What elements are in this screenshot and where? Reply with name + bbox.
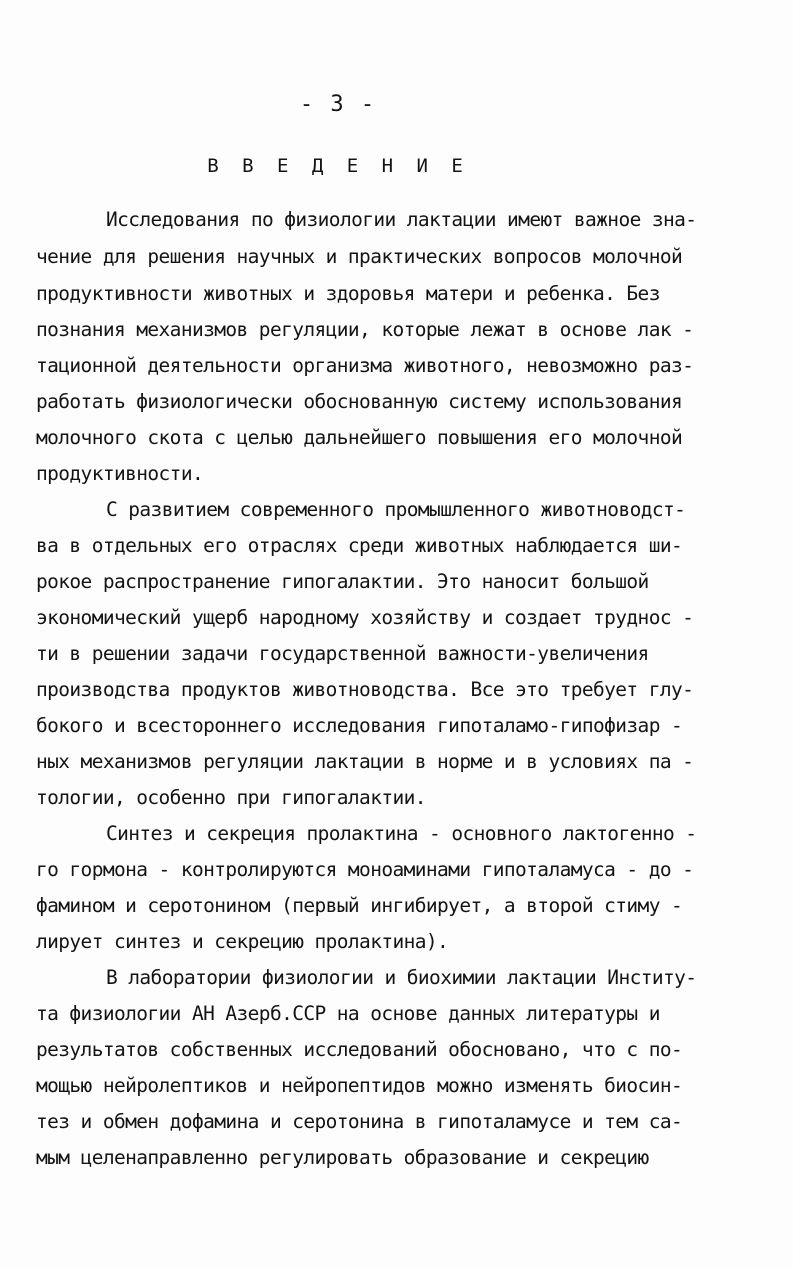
text-line: чение для решения научных и практических вопросов молочной <box>36 245 683 268</box>
text-line: ти в решении задачи государственной важности-увеличения <box>36 642 649 665</box>
text-line: го гормона - контролируются моноаминами гипоталамуса - до - <box>36 858 694 881</box>
text-line: результатов собственных исследований обосновано, что с по- <box>36 1038 683 1061</box>
text-line: познания механизмов регуляции, которые лежат в основе лак - <box>36 318 694 341</box>
text-line: тологии, особенно при гипогалактии. <box>36 786 426 809</box>
text-line: В лаборатории физиологии и биохимии лактации Институ- <box>106 966 697 989</box>
text-line: работать физиологически обоснованную систему использования <box>36 390 683 413</box>
text-line: бокого и всестороннего исследования гипоталамо-гипофизар - <box>36 714 683 737</box>
section-heading: В В Е Д Е Н И Е <box>207 155 469 177</box>
text-line: мощью нейролептиков и нейропептидов можно изменять биосин- <box>36 1074 683 1097</box>
text-line: С развитием современного промышленного животноводст- <box>106 498 686 521</box>
text-line: рокое распространение гипогалактии. Это наносит большой <box>36 570 649 593</box>
text-line: та физиологии АН Азерб.ССР на основе данных литературы и <box>36 1002 660 1025</box>
text-line: фамином и серотонином (первый ингибирует, а второй стиму - <box>36 894 683 917</box>
text-line: продуктивности животных и здоровья матери и ребенка. Без <box>36 282 660 305</box>
text-line: ва в отдельных его отраслях среди животных наблюдается ши- <box>36 534 683 557</box>
text-line: лирует синтез и секрецию пролактина). <box>36 930 449 953</box>
text-line: экономический ущерб народному хозяйству и создает труднос - <box>36 606 694 629</box>
page-number: - 3 - <box>299 92 377 117</box>
text-line: производства продуктов животноводства. Все это требует глу- <box>36 678 694 701</box>
text-line: мым целенаправленно регулировать образование и секрецию <box>36 1146 649 1169</box>
text-line: продуктивности. <box>36 462 204 485</box>
text-line: молочного скота с целью дальнейшего повышения его молочной <box>36 426 683 449</box>
text-line: Синтез и секреция пролактина - основного лактогенно - <box>106 822 697 845</box>
text-line: тационной деятельности организма животного, невозможно раз- <box>36 354 694 377</box>
text-line: ных механизмов регуляции лактации в норме и в условиях па - <box>36 750 694 773</box>
text-line: тез и обмен дофамина и серотонина в гипоталамусе и тем са- <box>36 1110 683 1133</box>
text-line: Исследования по физиологии лактации имеют важное зна- <box>106 208 697 231</box>
